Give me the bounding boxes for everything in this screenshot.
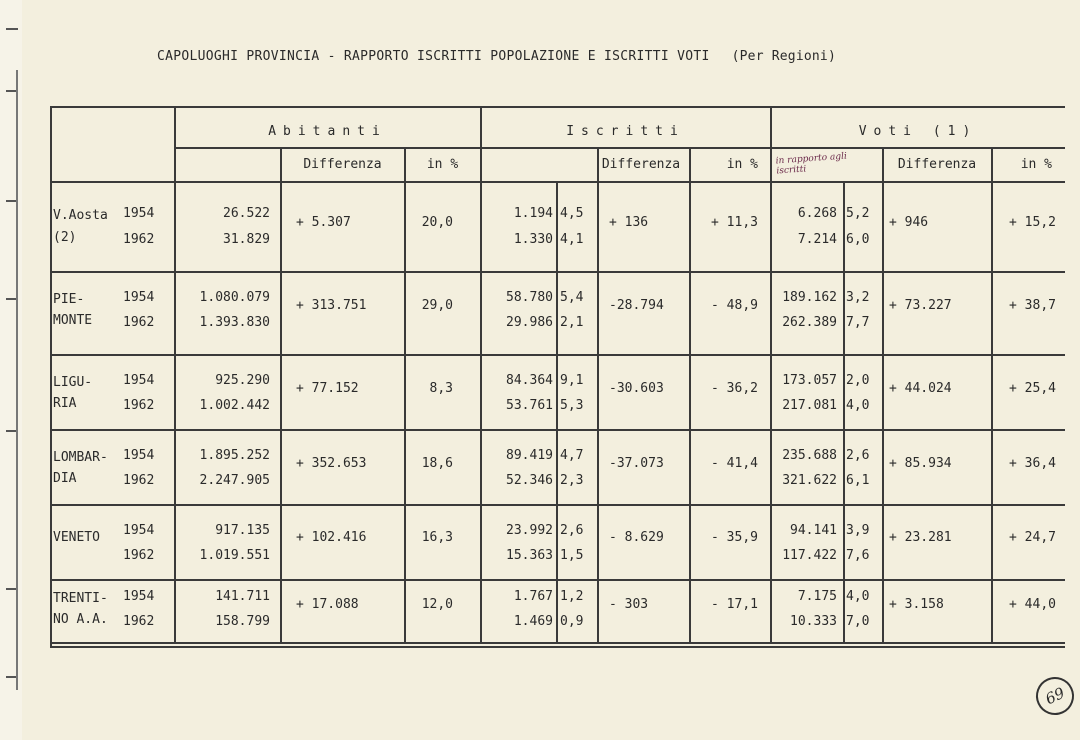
region-name: RIA: [53, 396, 77, 411]
region-name: V.Aosta: [53, 208, 108, 223]
header-abitanti: Abitanti: [268, 124, 387, 139]
title-note: (Per Regioni): [731, 49, 836, 64]
table-rule: [597, 147, 599, 642]
iscritti-value: 1.767: [513, 589, 553, 604]
voti-value: 10.333: [790, 614, 837, 629]
iscritti-diff: -28.794: [609, 298, 664, 313]
region-name: PIE-: [53, 292, 85, 307]
handwritten-note: in rapporto agli iscritti: [775, 151, 848, 177]
abitanti-value: 1.019.551: [199, 548, 270, 563]
abitanti-value: 31.829: [223, 232, 270, 247]
abitanti-diff: + 5.307: [296, 215, 351, 230]
header-voti: Voti (1): [858, 124, 978, 139]
iscritti-diff: -30.603: [609, 381, 664, 396]
table-rule: [50, 642, 1065, 644]
voti-ratio: 2,0: [846, 373, 870, 388]
iscritti-pct: + 11,3: [711, 215, 758, 230]
table-rule: [280, 147, 282, 642]
iscritti-ratio: 5,3: [560, 398, 584, 413]
year-cell: 1962: [123, 232, 155, 247]
abitanti-value: 1.895.252: [199, 448, 270, 463]
year-cell: 1962: [123, 473, 155, 488]
voti-diff: + 73.227: [889, 298, 952, 313]
region-name: LIGU-: [53, 375, 93, 390]
region-name: VENETO: [53, 530, 100, 545]
year-cell: 1954: [123, 523, 155, 538]
iscritti-value: 1.469: [513, 614, 553, 629]
page-number: 69: [1030, 671, 1080, 721]
subheader-iscritti-diff: Differenza: [601, 157, 681, 172]
region-name: MONTE: [53, 313, 93, 328]
table-rule: [175, 147, 1065, 149]
table-rule: [480, 106, 482, 642]
abitanti-diff: + 352.653: [296, 456, 367, 471]
iscritti-pct: - 41,4: [711, 456, 758, 471]
voti-value: 262.389: [782, 315, 837, 330]
voti-diff: + 946: [889, 215, 929, 230]
table-rule: [50, 106, 1065, 108]
table-rule: [689, 147, 691, 642]
iscritti-ratio: 0,9: [560, 614, 584, 629]
header-iscritti: Iscritti: [566, 124, 685, 139]
iscritti-diff: - 303: [609, 597, 649, 612]
iscritti-value: 23.992: [506, 523, 553, 538]
voti-value: 6.268: [797, 206, 837, 221]
abitanti-value: 26.522: [223, 206, 270, 221]
voti-pct: + 25,4: [1009, 381, 1056, 396]
subheader-voti-diff: Differenza: [897, 157, 977, 172]
table-rule: [991, 147, 993, 642]
subheader-abitanti-pct: in %: [426, 157, 459, 172]
year-cell: 1962: [123, 398, 155, 413]
subheader-iscritti-pct: in %: [726, 157, 758, 172]
voti-ratio: 4,0: [846, 398, 870, 413]
iscritti-ratio: 4,5: [560, 206, 584, 221]
iscritti-value: 52.346: [506, 473, 553, 488]
iscritti-ratio: 2,1: [560, 315, 584, 330]
table-rule: [882, 147, 884, 642]
voti-ratio: 3,2: [846, 290, 870, 305]
voti-ratio: 6,1: [846, 473, 870, 488]
table-rule: [174, 106, 176, 642]
iscritti-diff: -37.073: [609, 456, 664, 471]
abitanti-diff: + 102.416: [296, 530, 367, 545]
abitanti-pct: 29,0: [421, 298, 453, 313]
voti-value: 189.162: [782, 290, 837, 305]
voti-pct: + 24,7: [1009, 530, 1056, 545]
region-name: LOMBAR-: [53, 450, 108, 465]
voti-diff: + 23.281: [889, 530, 952, 545]
subheader-abitanti-diff: Differenza: [303, 157, 382, 172]
voti-ratio: 7,7: [846, 315, 870, 330]
table-rule: [556, 181, 558, 642]
iscritti-value: 58.780: [506, 290, 553, 305]
iscritti-ratio: 9,1: [560, 373, 584, 388]
region-name: DIA: [53, 471, 77, 486]
abitanti-diff: + 77.152: [296, 381, 359, 396]
iscritti-value: 84.364: [506, 373, 553, 388]
voti-value: 94.141: [790, 523, 837, 538]
table-rule: [50, 106, 52, 646]
iscritti-ratio: 1,2: [560, 589, 584, 604]
abitanti-value: 2.247.905: [199, 473, 270, 488]
iscritti-value: 1.194: [513, 206, 553, 221]
iscritti-value: 1.330: [513, 232, 553, 247]
abitanti-diff: + 17.088: [296, 597, 359, 612]
voti-pct: + 36,4: [1009, 456, 1056, 471]
iscritti-ratio: 5,4: [560, 290, 584, 305]
abitanti-pct: 12,0: [421, 597, 453, 612]
year-cell: 1962: [123, 548, 155, 563]
iscritti-value: 53.761: [506, 398, 553, 413]
abitanti-value: 1.002.442: [199, 398, 270, 413]
iscritti-ratio: 4,1: [560, 232, 584, 247]
voti-pct: + 38,7: [1009, 298, 1056, 313]
year-cell: 1954: [123, 589, 155, 604]
voti-ratio: 7,0: [846, 614, 870, 629]
iscritti-value: 89.419: [506, 448, 553, 463]
voti-ratio: 5,2: [846, 206, 870, 221]
iscritti-diff: + 136: [609, 215, 649, 230]
abitanti-value: 925.290: [215, 373, 270, 388]
abitanti-diff: + 313.751: [296, 298, 367, 313]
table-rule: [843, 181, 845, 642]
voti-value: 7.214: [797, 232, 837, 247]
title-text: CAPOLUOGHI PROVINCIA - RAPPORTO ISCRITTI POPOLAZIONE E ISCRITTI VOTI: [157, 49, 710, 64]
voti-diff: + 85.934: [889, 456, 952, 471]
iscritti-value: 29.986: [506, 315, 553, 330]
iscritti-ratio: 2,3: [560, 473, 584, 488]
iscritti-value: 15.363: [506, 548, 553, 563]
voti-value: 321.622: [782, 473, 837, 488]
iscritti-ratio: 4,7: [560, 448, 584, 463]
iscritti-pct: - 17,1: [711, 597, 758, 612]
year-cell: 1962: [123, 614, 155, 629]
abitanti-value: 1.393.830: [199, 315, 270, 330]
voti-value: 117.422: [782, 548, 837, 563]
iscritti-ratio: 2,6: [560, 523, 584, 538]
region-name: (2): [53, 230, 77, 245]
abitanti-value: 917.135: [215, 523, 270, 538]
table-rule: [770, 106, 772, 642]
year-cell: 1954: [123, 206, 155, 221]
voti-diff: + 44.024: [889, 381, 952, 396]
voti-value: 7.175: [797, 589, 837, 604]
year-cell: 1962: [123, 315, 155, 330]
iscritti-diff: - 8.629: [609, 530, 664, 545]
voti-pct: + 15,2: [1009, 215, 1056, 230]
voti-ratio: 7,6: [846, 548, 870, 563]
iscritti-pct: - 35,9: [711, 530, 758, 545]
iscritti-pct: - 48,9: [711, 298, 758, 313]
voti-diff: + 3.158: [889, 597, 944, 612]
year-cell: 1954: [123, 448, 155, 463]
voti-value: 235.688: [782, 448, 837, 463]
abitanti-value: 141.711: [215, 589, 270, 604]
subheader-voti-pct: in %: [1020, 157, 1052, 172]
voti-ratio: 4,0: [846, 589, 870, 604]
voti-ratio: 6,0: [846, 232, 870, 247]
abitanti-pct: 8,3: [429, 381, 453, 396]
table-rule: [50, 646, 1065, 648]
voti-value: 173.057: [782, 373, 837, 388]
year-cell: 1954: [123, 290, 155, 305]
region-name: TRENTI-: [53, 591, 108, 606]
year-cell: 1954: [123, 373, 155, 388]
abitanti-pct: 20,0: [421, 215, 453, 230]
abitanti-value: 158.799: [215, 614, 270, 629]
abitanti-pct: 16,3: [421, 530, 453, 545]
iscritti-pct: - 36,2: [711, 381, 758, 396]
iscritti-ratio: 1,5: [560, 548, 584, 563]
abitanti-pct: 18,6: [421, 456, 453, 471]
table-rule: [404, 147, 406, 642]
voti-ratio: 3,9: [846, 523, 870, 538]
abitanti-value: 1.080.079: [199, 290, 270, 305]
voti-value: 217.081: [782, 398, 837, 413]
region-name: NO A.A.: [53, 612, 108, 627]
voti-pct: + 44,0: [1009, 597, 1056, 612]
voti-ratio: 2,6: [846, 448, 870, 463]
